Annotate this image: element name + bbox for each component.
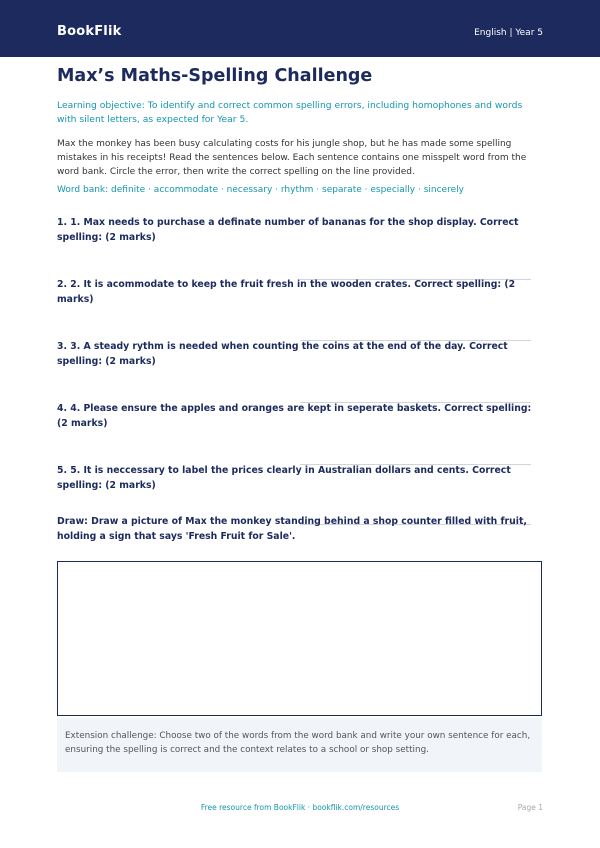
footer-link[interactable]: Free resource from BookFlik · bookflik.com/resources (200, 803, 400, 812)
page-title: Max’s Maths-Spelling Challenge (57, 66, 373, 86)
instructions-text: Max the monkey has been busy calculating costs for his jungle shop, but he has made some spelling mistakes in his receipts! Read the sentences below. Each sentence contains one misspelt word from the word bank. Circle the error, then write the correct spelling on the line provided. (57, 139, 527, 177)
learning-objective: Learning objective: To identify and correct common spelling errors, including homophones and words with silent letters, as expected for Year 5. (57, 100, 523, 125)
question-3: 3. 3. A steady rythm is needed when counting the coins at the end of the day. Correct spelling: (2 marks) (57, 341, 508, 367)
header-bar (0, 0, 600, 57)
question-5: 5. 5. It is neccessary to label the prices clearly in Australian dollars and cents. Correct spelling: (2 marks) (57, 465, 511, 491)
question-2: 2. 2. It is acommodate to keep the fruit fresh in the wooden crates. Correct spelling: (2 marks) (57, 279, 516, 305)
drawing-area[interactable] (57, 561, 542, 716)
draw-prompt: Draw: Draw a picture of Max the monkey standing behind a shop counter filled with fruit, holding a sign that says 'Fresh Fruit for Sale'. (57, 516, 527, 542)
question-4: 4. 4. Please ensure the apples and oranges are kept in seperate baskets. Correct spelling: (2 marks) (57, 403, 532, 429)
brand-logo[interactable]: BookFlik (57, 24, 122, 39)
page-number: Page 1 (517, 803, 543, 812)
question-1: 1. 1. Max needs to purchase a definate number of bananas for the shop display. Correct spelling: (2 marks) (57, 217, 519, 243)
subject-level-label: English | Year 5 (474, 28, 543, 38)
extension-text: Extension challenge: Choose two of the words from the word bank and write your own sentence for each, ensuring the spelling is correct and the context relates to a school or shop setting. (65, 731, 531, 755)
word-bank: Word bank: definite · accommodate · necessary · rhythm · separate · especially · sincerely (57, 185, 464, 195)
extension-challenge (57, 718, 542, 772)
